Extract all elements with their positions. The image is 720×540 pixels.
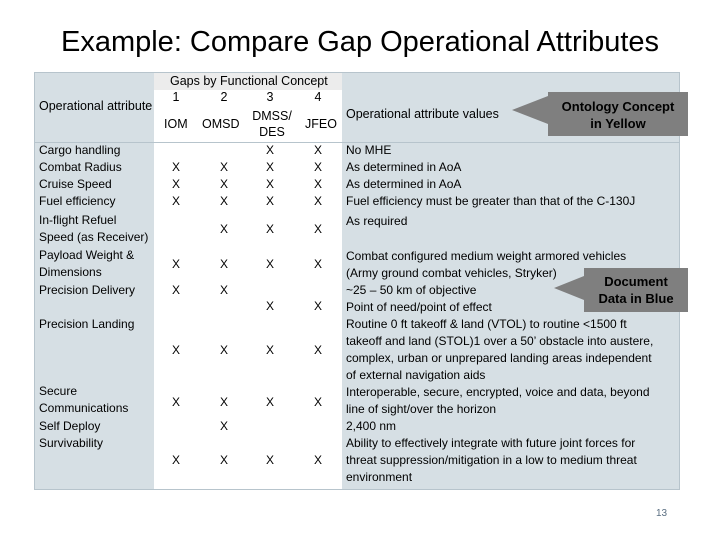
gap-mark: X (313, 257, 322, 271)
gap-mark: X (313, 453, 322, 467)
gap-mark: X (265, 222, 274, 236)
attribute-value-line: threat suppression/mitigation in a low to medium threat (346, 453, 637, 467)
concept-number-2: 2 (220, 90, 228, 104)
attribute-value-line: Ability to effectively integrate with future joint forces for (346, 436, 636, 450)
concept-name-dmss-des: DMSS/ DES (252, 109, 292, 139)
attribute-value-line: takeoff and land (STOL)1 over a 50’ obstacle into austere, (346, 334, 654, 348)
gap-mark: X (313, 160, 322, 174)
attribute-value-line: Combat configured medium weight armored vehicles (346, 249, 627, 263)
attribute-name: Survivability (39, 436, 104, 450)
gap-mark: X (171, 177, 180, 191)
gap-mark: X (171, 395, 180, 409)
attribute-value-line: As determined in AoA (346, 160, 462, 174)
attribute-value-line: Point of need/point of effect (346, 300, 492, 314)
concept-name-jfeo: JFEO (305, 117, 337, 131)
gap-mark: X (219, 194, 228, 208)
attribute-value-line: As determined in AoA (346, 177, 462, 191)
operational-attribute-header: Operational attribute (39, 99, 153, 113)
attribute-value-line: line of sight/over the horizon (346, 402, 497, 416)
gap-mark: X (171, 343, 180, 357)
attribute-value-line: complex, urban or unprepared landing areas independent (346, 351, 652, 365)
concept-number-1: 1 (172, 90, 180, 104)
attribute-name: Self Deploy (39, 419, 101, 433)
gap-mark: X (265, 160, 274, 174)
gap-mark: X (265, 453, 274, 467)
attribute-name: In-flight Refuel Speed (as Receiver) (39, 213, 149, 244)
document-callout-arrow (554, 276, 584, 300)
gap-mark: X (171, 257, 180, 271)
gap-mark: X (219, 419, 228, 433)
gap-mark: X (265, 395, 274, 409)
gap-mark: X (171, 194, 180, 208)
attribute-name: Combat Radius (39, 160, 122, 174)
gap-mark: X (171, 453, 180, 467)
gap-mark: X (219, 177, 228, 191)
ontology-callout: Ontology Concept in Yellow (548, 92, 688, 136)
gap-mark: X (219, 283, 228, 297)
gap-mark: X (171, 283, 180, 297)
attribute-value-line: Routine 0 ft takeoff & land (VTOL) to routine <1500 ft (346, 317, 627, 331)
attribute-name: Precision Landing (39, 317, 135, 331)
gap-mark: X (313, 395, 322, 409)
gap-mark: X (313, 177, 322, 191)
attribute-value-line: environment (346, 470, 413, 484)
gap-mark: X (219, 222, 228, 236)
gaps-by-concept-header: Gaps by Functional Concept (170, 74, 328, 88)
concept-name-iom: IOM (164, 117, 188, 131)
attribute-value-line: Interoperable, secure, encrypted, voice and data, beyond (346, 385, 650, 399)
page-title: Example: Compare Gap Operational Attributes (60, 26, 660, 58)
gap-mark: X (219, 453, 228, 467)
attribute-value-line: As required (346, 214, 408, 228)
gap-mark: X (171, 160, 180, 174)
attribute-name: Precision Delivery (39, 283, 136, 297)
gap-mark: X (219, 257, 228, 271)
concept-number-3: 3 (266, 90, 274, 104)
gap-mark: X (219, 160, 228, 174)
gap-mark: X (265, 194, 274, 208)
attribute-value-line: ~25 – 50 km of objective (346, 283, 477, 297)
gap-mark: X (265, 143, 274, 157)
gap-mark: X (265, 177, 274, 191)
ontology-callout-arrow (512, 96, 548, 124)
concept-name-omsd: OMSD (202, 117, 240, 131)
page-number: 13 (656, 508, 668, 519)
gap-mark: X (313, 343, 322, 357)
gap-mark: X (219, 395, 228, 409)
gap-mark: X (219, 343, 228, 357)
gap-mark: X (265, 343, 274, 357)
attribute-value-line: 2,400 nm (346, 419, 397, 433)
attribute-name: Cruise Speed (39, 177, 112, 191)
document-callout: Document Data in Blue (584, 268, 688, 312)
attribute-name: Payload Weight & Dimensions (39, 248, 135, 279)
attribute-value-line: (Army ground combat vehicles, Stryker) (346, 266, 557, 280)
concept-number-4: 4 (314, 90, 322, 104)
gap-mark: X (313, 143, 322, 157)
gap-mark: X (313, 299, 322, 313)
gap-mark: X (265, 299, 274, 313)
values-header: Operational attribute values (346, 107, 499, 121)
attribute-name: Secure Communications (39, 384, 129, 415)
attribute-value-line: Fuel efficiency must be greater than that of the C-130J (346, 194, 636, 208)
gap-mark: X (313, 194, 322, 208)
gap-mark: X (265, 257, 274, 271)
attribute-value-line: No MHE (346, 143, 392, 157)
attribute-name: Fuel efficiency (39, 194, 116, 208)
attribute-value-line: of external navigation aids (346, 368, 486, 382)
attribute-name: Cargo handling (39, 143, 121, 157)
gap-mark: X (313, 222, 322, 236)
